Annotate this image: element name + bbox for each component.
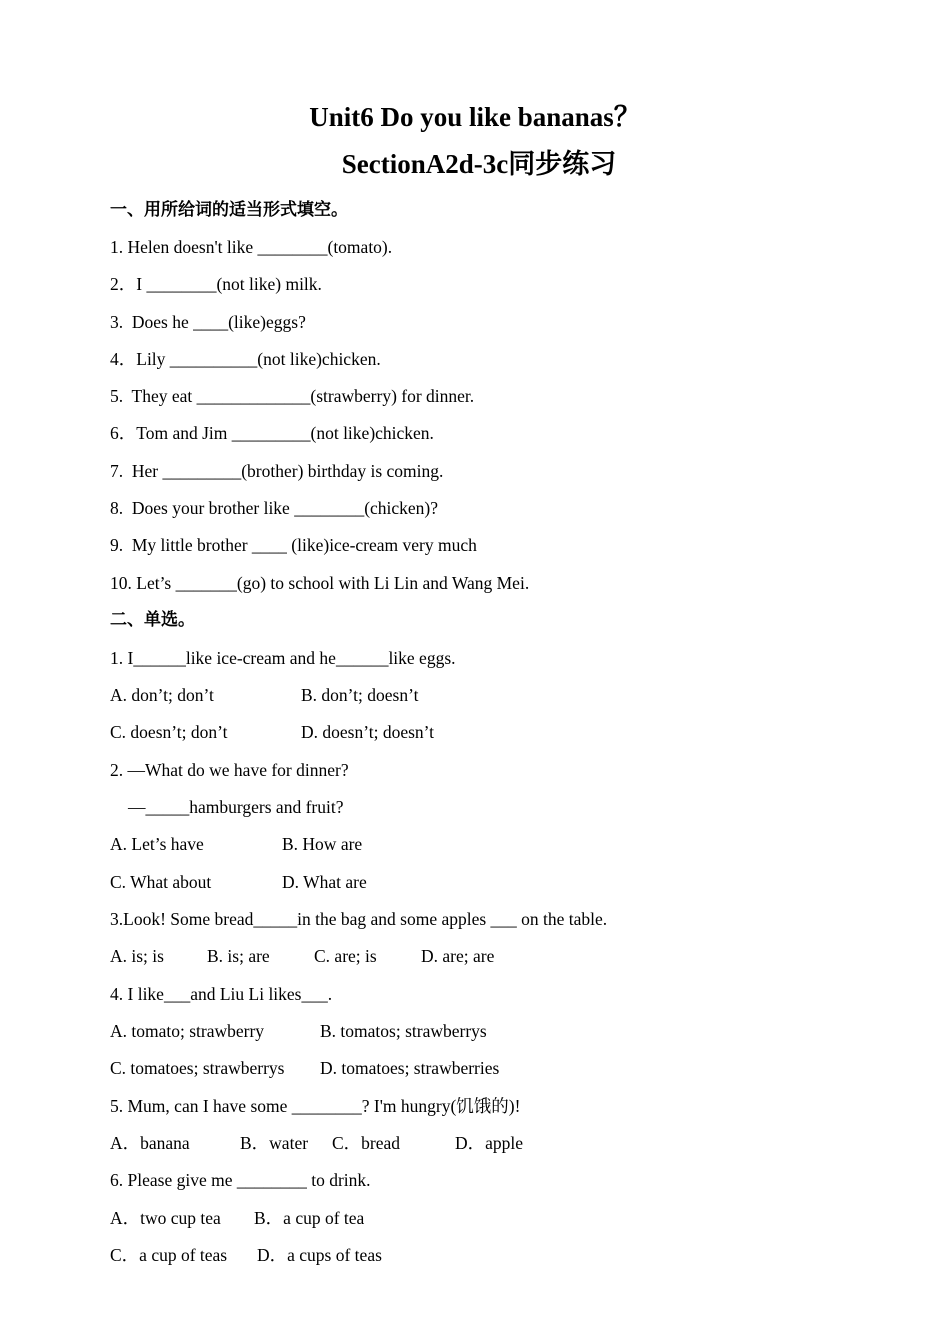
question-2-stem-reply: —_____hamburgers and fruit? (128, 797, 344, 817)
question-3-option-a: A. is; is (110, 946, 164, 966)
question-6-option-c: C．a cup of teas (110, 1245, 228, 1265)
question-2-stem: 2. —What do we have for dinner? (110, 760, 349, 780)
question-4-option-c: C. tomatoes; strawberrys (110, 1058, 285, 1078)
question-1-option-b: B. don’t; doesn’t (301, 685, 419, 705)
question-3-option-b: B. is; are (207, 946, 270, 966)
fill-item-5: 5. They eat _____________(strawberry) for dinner. (110, 386, 475, 406)
question-6-option-d: D．a cups of teas (257, 1245, 382, 1265)
question-6-option-b: B．a cup of tea (254, 1208, 365, 1228)
fill-item-8: 8. Does your brother like ________(chicken)? (110, 498, 439, 518)
question-1-option-a: A. don’t; don’t (110, 685, 214, 705)
question-1-stem: 1. I______like ice-cream and he______like eggs. (110, 648, 456, 668)
question-5-option-a: A．banana (110, 1133, 190, 1153)
question-6-stem: 6. Please give me ________ to drink. (110, 1170, 371, 1190)
question-2-option-c: C. What about (110, 872, 212, 892)
fill-item-6: 6．Tom and Jim _________(not like)chicken. (110, 423, 434, 443)
question-3-option-c: C. are; is (314, 946, 377, 966)
fill-item-3: 3. Does he ____(like)eggs? (110, 312, 306, 332)
question-4-stem: 4. I like___and Liu Li likes___. (110, 984, 333, 1004)
question-1-option-c: C. doesn’t; don’t (110, 722, 228, 742)
question-5-option-b: B．water (240, 1133, 309, 1153)
fill-item-9: 9. My little brother ____ (like)ice-cream very much (110, 535, 477, 555)
question-2-option-a: A. Let’s have (110, 834, 204, 854)
fill-item-1: 1. Helen doesn't like ________(tomato). (110, 237, 393, 257)
fill-item-7: 7. Her _________(brother) birthday is coming. (110, 461, 444, 481)
question-1-option-d: D. doesn’t; doesn’t (301, 722, 435, 742)
question-4-option-d: D. tomatoes; strawberries (320, 1058, 500, 1078)
fill-item-2: 2．I ________(not like) milk. (110, 274, 322, 294)
question-5-option-d: D．apple (455, 1133, 524, 1153)
question-2-option-b: B. How are (282, 834, 363, 854)
question-2-option-d: D. What are (282, 872, 367, 892)
section2-heading: 二、单选。 (110, 610, 195, 630)
question-5-option-c: C．bread (332, 1133, 401, 1153)
question-4-option-a: A. tomato; strawberry (110, 1021, 265, 1041)
fill-item-4: 4．Lily __________(not like)chicken. (110, 349, 381, 369)
question-3-option-d: D. are; are (421, 946, 495, 966)
question-5-stem: 5. Mum, can I have some ________? I'm hungry(饥饿的)! (110, 1096, 521, 1116)
section1-heading: 一、用所给词的适当形式填空。 (110, 200, 348, 220)
page-subtitle: SectionA2d-3c同步练习 (341, 149, 617, 179)
page-title: Unit6 Do you like bananas？ (309, 102, 641, 132)
fill-item-10: 10. Let’s _______(go) to school with Li Lin and Wang Mei. (110, 573, 530, 593)
question-6-option-a: A．two cup tea (110, 1208, 221, 1228)
question-3-stem: 3.Look! Some bread_____in the bag and some apples ___ on the table. (110, 909, 608, 929)
question-4-option-b: B. tomatos; strawberrys (320, 1021, 487, 1041)
